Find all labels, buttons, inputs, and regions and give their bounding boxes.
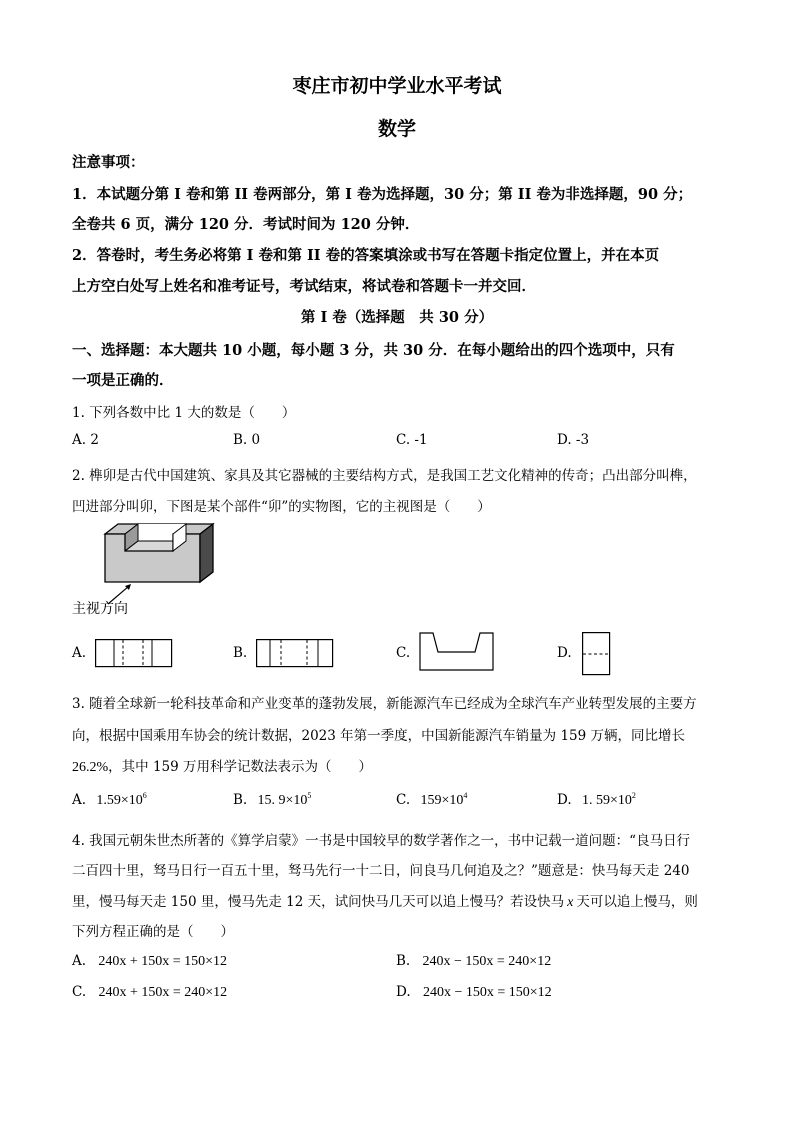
q3-option-d-letter: D. <box>557 792 572 808</box>
notice-item-1-line-1: 1．本试题分第 I 卷和第 II 卷两部分，第 I 卷为选择题，30 分；第 II 卷为非选择题，90 分； <box>72 186 693 203</box>
q3-option-c-value: $159\times 10^4$ <box>420 791 468 808</box>
q3-option-d-value: 1. $59\times 10^2$ <box>581 791 636 808</box>
q1-stem: 1. 下列各数中比 1 大的数是（ ） <box>72 405 296 421</box>
q1-option-c: C. -1 <box>396 432 428 448</box>
section-heading-line-2: 一项是正确的． <box>72 372 174 389</box>
q4-option-d-letter: D. <box>396 984 411 1000</box>
q2-option-c-letter: C. <box>396 645 411 661</box>
q3-option-b <box>233 792 311 809</box>
q2-option-d-figure <box>582 632 612 676</box>
part1-heading: 第 I 卷（选择题 共 30 分） <box>300 309 494 326</box>
q3-option-c <box>396 792 467 809</box>
q4-option-b <box>396 953 551 970</box>
q4-stem-line-3 <box>72 890 698 911</box>
q4-stem-line-3-a: 里，慢马每天走 150 里，慢马先走 12 天，试问快马几天可以追上慢马？若设快马 <box>72 894 565 910</box>
page-title: 枣庄市初中学业水平考试 <box>292 75 502 97</box>
q2-option-d-letter: D. <box>557 645 572 661</box>
q4-option-b-letter: B. <box>396 953 411 969</box>
subject-title: 数学 <box>377 118 416 140</box>
q2-stem-line-1: 2. 榫卯是古代中国建筑、家具及其它器械的主要结构方式，是我国工艺文化精神的传奇；凸出部分叫榫， <box>72 468 697 484</box>
notice-item-2-line-1: 2．答卷时，考生务必将第 I 卷和第 II 卷的答案填涂或书写在答题卡指定位置上，并在本页 <box>72 247 660 264</box>
notice-item-2-line-2: 上方空白处写上姓名和准考证号，考试结束，将试卷和答题卡一并交回． <box>72 278 536 295</box>
q4-stem-line-2: 二百四十里，驽马日行一百五十里，驽马先行一十二日，问良马几何追及之？”题意是：快马每天走 240 <box>72 863 690 879</box>
q3-option-c-letter: C. <box>396 792 411 808</box>
q4-option-a <box>72 953 227 970</box>
q3-stem-line-3 <box>72 755 372 776</box>
q3-option-a <box>72 792 147 809</box>
q4-stem-line-1: 4. 我国元朝朱世杰所著的《算学启蒙》一书是中国较早的数学著作之一，书中记载一道问题：“良马日行 <box>72 833 691 849</box>
q4-option-c-letter: C. <box>72 984 87 1000</box>
q2-option-b-letter: B. <box>233 645 248 661</box>
q2-option-b-figure <box>256 639 334 669</box>
q4-option-b-equation: 240x − 150x = 240×12 <box>422 954 552 969</box>
q4-option-d-equation: 240x − 150x = 150×12 <box>422 985 552 1000</box>
q1-option-a: A. 2 <box>72 432 99 448</box>
q3-stem-line-1: 3. 随着全球新一轮科技革命和产业变革的蓬勃发展，新能源汽车已经成为全球汽车产业转型发展的主要方 <box>72 696 697 712</box>
q4-option-c-equation: 240x + 150x = 240×12 <box>98 985 228 1000</box>
q4-stem-line-4: 下列方程正确的是（ ） <box>72 924 234 940</box>
q2-option-a-figure <box>95 639 173 669</box>
q3-stem-line-3-rest: ，其中 159 万用科学记数法表示为（ ） <box>108 759 373 775</box>
q2-option-a-letter: A. <box>72 645 87 661</box>
q3-option-d <box>557 792 636 809</box>
q2-stem-line-2: 凹进部分叫卯，下图是某个部件“卯”的实物图，它的主视图是（ ） <box>72 499 491 515</box>
q4-option-d <box>396 984 552 1001</box>
q4-option-a-letter: A. <box>72 953 87 969</box>
q4-stem-line-3-b: 天可以追上慢马，则 <box>576 894 698 910</box>
notice-item-1-line-2: 全卷共 6 页，满分 120 分．考试时间为 120 分钟． <box>72 216 420 233</box>
q3-option-a-letter: A. <box>72 792 87 808</box>
q3-stem-line-2: 向，根据中国乘用车协会的统计数据，2023 年第一季度，中国新能源汽车销量为 159 万辆，同比增长 <box>72 728 685 744</box>
q4-option-a-equation: 240x + 150x = 150×12 <box>98 954 228 969</box>
view-direction-label: 主视方向 <box>72 601 128 617</box>
q1-option-b: B. 0 <box>233 432 261 448</box>
notice-heading: 注意事项： <box>72 154 145 171</box>
q3-option-b-value: 15. $9\times 10^5$ <box>257 791 312 808</box>
q1-option-d: D. -3 <box>557 432 590 448</box>
q4-variable: x <box>567 895 574 910</box>
q3-percent: 26.2% <box>72 760 109 775</box>
q3-option-a-value: $1.59\times 10^6$ <box>96 791 147 808</box>
q4-option-c <box>72 984 227 1001</box>
q2-option-c-figure <box>419 632 495 672</box>
section-heading-line-1: 一、选择题：本大题共 10 小题，每小题 3 分，共 30 分．在每小题给出的四个选项中，只有 <box>72 342 675 359</box>
mortise-3d-figure <box>100 520 215 610</box>
q3-option-b-letter: B. <box>233 792 248 808</box>
